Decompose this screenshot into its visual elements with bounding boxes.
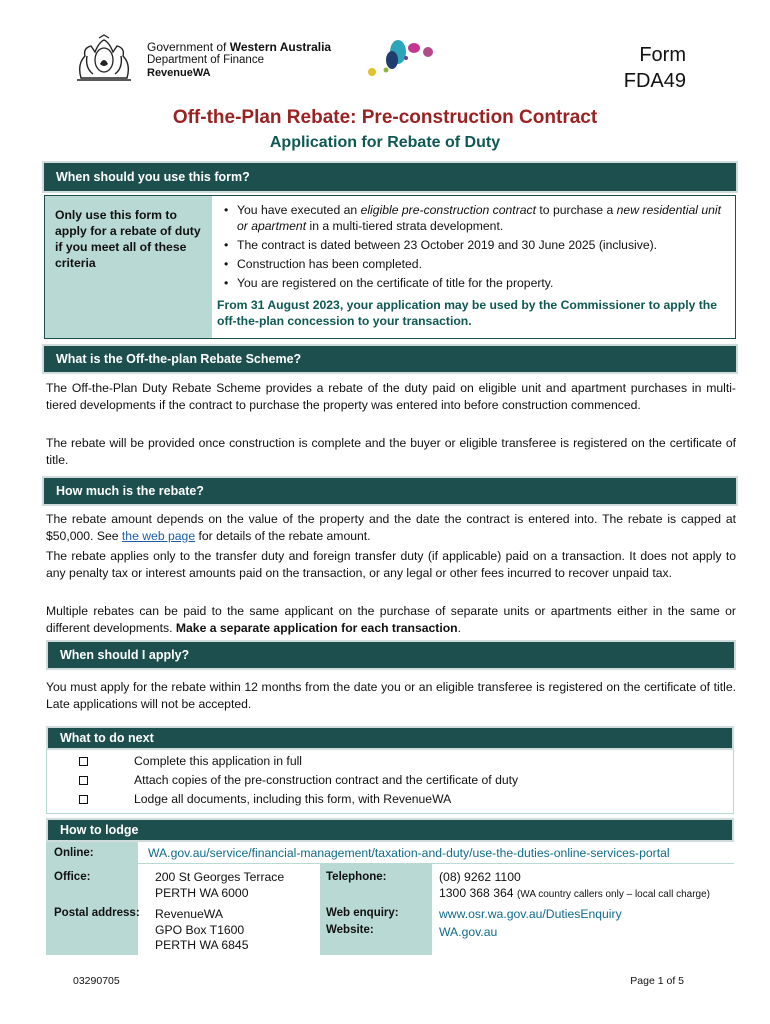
- office-address: [155, 870, 284, 901]
- page-number: Page 1 of 5: [630, 975, 684, 987]
- paragraph-bold: Make a separate application for each transaction: [175, 620, 458, 635]
- paragraph: [46, 511, 736, 544]
- section-heading-what-next: [46, 726, 734, 750]
- page-subtitle: Application for Rebate of Duty: [269, 134, 501, 151]
- gov-line1-prefix: Government of: [147, 40, 230, 54]
- section-heading-text: What to do next: [60, 731, 154, 745]
- office-line: PERTH WA 6000: [155, 885, 249, 900]
- paragraph: [46, 603, 736, 636]
- postal-line: PERTH WA 6845: [155, 938, 249, 952]
- lodge-table: [46, 842, 734, 955]
- todo-text: Complete this application in full: [134, 754, 303, 768]
- postal-label: Postal address:: [54, 907, 140, 919]
- telephone-number: 1300 368 364: [439, 885, 514, 900]
- wa-crest-logo: [73, 34, 135, 84]
- webenquiry-link[interactable]: www.osr.wa.gov.au/DutiesEnquiry: [439, 907, 622, 921]
- telephone-note: (WA country callers only – local call charge): [516, 888, 710, 900]
- gov-line1-bold: Western Australia: [229, 40, 332, 54]
- postal-address: [155, 907, 248, 954]
- section-heading-what-is: [42, 344, 738, 374]
- gov-line2: Department of Finance: [147, 54, 264, 66]
- paragraph: You must apply for the rebate within 12 months from the date you or an eligible transferee is registered on the certificate of title. Late applications will not be accepted.: [46, 680, 736, 711]
- checkbox[interactable]: [79, 795, 88, 804]
- criteria-label-text: Only use this form to apply for a rebate of duty if you meet all of these criteria: [55, 208, 201, 270]
- online-link[interactable]: WA.gov.au/service/financial-management/taxation-and-duty/use-the-duties-online-services-portal: [148, 846, 670, 860]
- gov-line3: RevenueWA: [147, 67, 211, 79]
- form-code: [624, 42, 686, 94]
- section-heading-text: When should you use this form?: [56, 170, 250, 184]
- form-barcode-number: 03290705: [73, 975, 120, 987]
- criteria-bullet: • You are registered on the certificate of title for the property.: [217, 275, 732, 291]
- paragraph: The Off-the-Plan Duty Rebate Scheme provides a rebate of the duty paid on eligible unit and apartment purchases in multi-tiered developments if the contract to purchase the property was entered into before construction commenced.: [46, 381, 736, 412]
- decorative-dots-logo: [362, 36, 442, 86]
- bullet-italic: eligible pre-construction contract: [360, 203, 537, 217]
- checkbox[interactable]: [79, 776, 88, 785]
- bullet-italic: new residential unit or apartment: [237, 203, 721, 233]
- section-heading-text: How much is the rebate?: [56, 484, 204, 498]
- web-page-link[interactable]: the web page: [121, 528, 196, 543]
- section-heading-when-apply: [46, 640, 736, 670]
- section-heading-text: What is the Off-the-plan Rebate Scheme?: [56, 352, 302, 366]
- criteria-bullet: • Construction has been completed.: [217, 256, 732, 272]
- telephone-values: [439, 870, 710, 902]
- criteria-box: [44, 195, 736, 339]
- government-branding: [147, 41, 331, 80]
- section-heading-how-lodge: [46, 818, 734, 842]
- todo-text: Lodge all documents, including this form, with RevenueWA: [134, 792, 452, 806]
- form-word: Form: [639, 44, 686, 66]
- section-heading-text: How to lodge: [60, 823, 139, 837]
- section-heading-when-use: [42, 161, 738, 193]
- page-title: Off-the-Plan Rebate: Pre-construction Contract: [172, 107, 598, 128]
- section-heading-how-much: [42, 476, 738, 506]
- checkbox[interactable]: [79, 757, 88, 766]
- telephone-label: Telephone:: [326, 871, 387, 883]
- office-line: 200 St Georges Terrace: [155, 870, 285, 884]
- criteria-bullet: [217, 202, 732, 234]
- criteria-label: [45, 196, 212, 338]
- commissioner-note: From 31 August 2023, your application may be used by the Commissioner to apply the off-the-plan concession to your transaction.: [217, 298, 718, 328]
- criteria-bullet: • The contract is dated between 23 October 2019 and 30 June 2025 (inclusive).: [217, 237, 732, 253]
- online-label: Online:: [54, 847, 94, 859]
- paragraph-text: Multiple rebates can be paid to the same applicant on the purchase of separate units or apartments either in the same or different developments.: [46, 604, 736, 635]
- criteria-list: [217, 202, 732, 329]
- paragraph-text: .: [457, 620, 462, 635]
- paragraph-text: The rebate amount depends on the value of the property and the date the contract is entered into. The rebate is capped at $50,000. See: [46, 512, 736, 543]
- paragraph-text: for details of the rebate amount.: [195, 528, 371, 543]
- form-number: FDA49: [623, 70, 686, 92]
- section-heading-text: When should I apply?: [60, 648, 190, 662]
- bullet-text: in a multi-tiered strata development.: [306, 219, 504, 233]
- bullet-text: You have executed an: [237, 203, 361, 217]
- paragraph: The rebate will be provided once construction is complete and the buyer or eligible transferee is registered on the certificate of title.: [46, 436, 736, 467]
- todo-text: Attach copies of the pre-construction contract and the certificate of duty: [134, 773, 519, 787]
- bullet-text: to purchase a: [536, 203, 617, 217]
- paragraph: The rebate applies only to the transfer duty and foreign transfer duty (if applicable) paid on a transaction. It does not apply to any penalty tax or interest amounts paid on the transaction, or any legal or other fees incurred to recover unpaid tax.: [46, 549, 736, 580]
- office-label: Office:: [54, 871, 91, 883]
- webenquiry-label: Web enquiry:: [326, 907, 399, 919]
- website-label: Website:: [326, 924, 374, 936]
- telephone-number: (08) 9262 1100: [439, 870, 521, 884]
- todo-list: [46, 750, 734, 814]
- postal-line: RevenueWA: [155, 907, 223, 921]
- website-link[interactable]: WA.gov.au: [439, 925, 498, 939]
- postal-line: GPO Box T1600: [155, 922, 245, 937]
